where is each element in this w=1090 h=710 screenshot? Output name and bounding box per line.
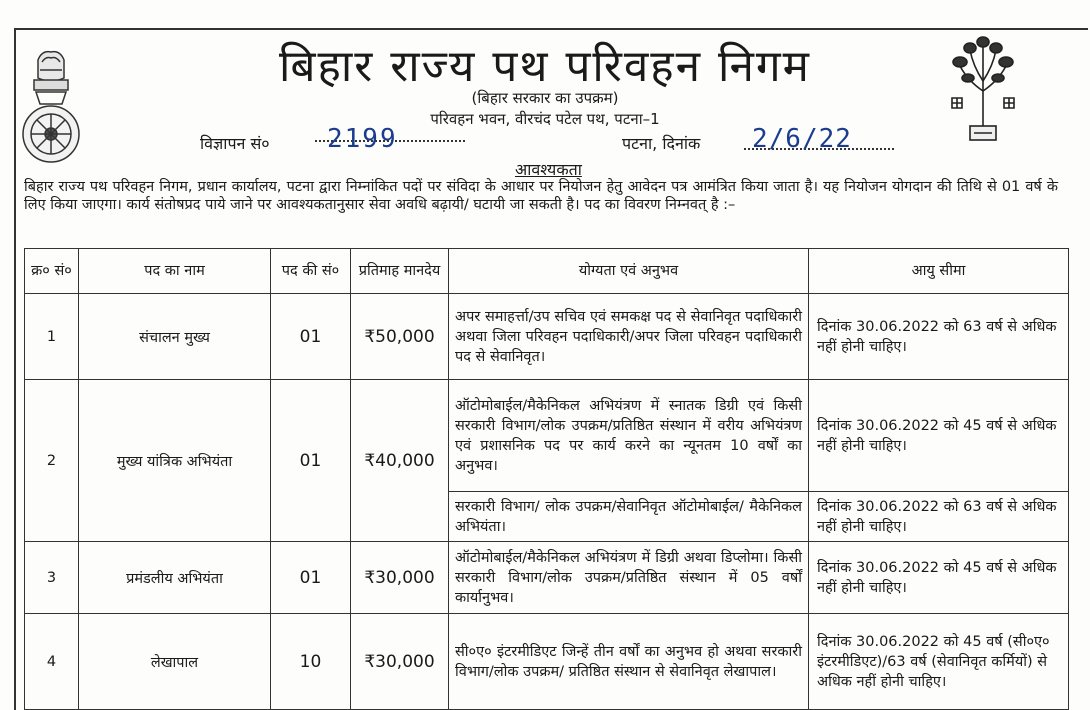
- cell-sno: 3: [25, 542, 79, 614]
- intro-paragraph: बिहार राज्य पथ परिवहन निगम, प्रधान कार्यालय, पटना द्वारा निम्नांकित पदों पर संविदा के आधार पर नियोजन हेतु आवेदन पत्र आमंत्रित किया जाता है। यह नियोजन योगदान की तिथि से 01 वर्ष के लिए किया जाएगा। कार्य संतोषप्रद पाये जाने पर आवश्यकतानुसार सेवा अवधि बढ़ायी/ घटायी जा सकती है। पद का विवरण निम्नवत् है :–: [24, 179, 1058, 213]
- advertisement-number-handwritten: 2199: [327, 124, 398, 154]
- cell-sno: 2: [25, 380, 79, 542]
- table-row: [25, 380, 1069, 492]
- page-subtitle: (बिहार सरकार का उपक्रम): [471, 89, 619, 107]
- advertisement-number-label: विज्ञापन सं०: [200, 134, 270, 153]
- cell-sno: 4: [25, 614, 79, 710]
- cell-qualification: सी०ए० इंटरमीडिएट जिन्हें तीन वर्षों का अनुभव हो अथवा सरकारी विभाग/लोक उपक्रम/ प्रतिष्ठित संस्थान से सेवानिवृत लेखापाल।: [449, 614, 809, 710]
- table-row: [25, 294, 1069, 380]
- cell-age-limit: दिनांक 30.06.2022 को 63 वर्ष से अधिक नहीं होनी चाहिए।: [809, 492, 1069, 542]
- cell-post: प्रमंडलीय अभियंता: [79, 542, 271, 614]
- cell-qualification: ऑटोमोबाईल/मैकेनिकल अभियंत्रण में डिग्री अथवा डिप्लोमा। किसी सरकारी विभाग/लोक उपक्रम/प्रतिष्ठित संस्थान में 05 वर्षों कार्यानुभव।: [449, 542, 809, 614]
- table-header-row: [25, 249, 1069, 294]
- cell-pay: ₹40,000: [351, 380, 449, 542]
- date-label: पटना, दिनांक: [622, 134, 701, 153]
- cell-qualification: सरकारी विभाग/ लोक उपक्रम/सेवानिवृत ऑटोमोबाईल/ मैकेनिकल अभियंता।: [449, 492, 809, 542]
- cell-count: 01: [271, 380, 351, 542]
- cell-qualification: ऑटोमोबाईल/मैकेनिकल अभियंत्रण में स्नातक डिग्री एवं किसी सरकारी विभाग/लोक उपक्रम/प्रतिष्ठित संस्थान में वरीय अभियंत्रण एवं प्रशासनिक पद पर कार्य करने का न्यूनतम 10 वर्षों का अनुभव।: [449, 380, 809, 492]
- header-post: पद का नाम: [79, 249, 271, 294]
- cell-count: 10: [271, 614, 351, 710]
- cell-pay: ₹30,000: [351, 614, 449, 710]
- table-row: [25, 542, 1069, 614]
- header-pay: प्रतिमाह मानदेय: [351, 249, 449, 294]
- date-handwritten: 2/6/22: [752, 124, 852, 154]
- table-row: [25, 614, 1069, 710]
- cell-age-limit: दिनांक 30.06.2022 को 63 वर्ष से अधिक नहीं होनी चाहिए।: [809, 294, 1069, 380]
- cell-count: 01: [271, 294, 351, 380]
- cell-pay: ₹50,000: [351, 294, 449, 380]
- header-age-limit: आयु सीमा: [809, 249, 1069, 294]
- cell-age-limit: दिनांक 30.06.2022 को 45 वर्ष (सी०ए० इंटरमीडिएट)/63 वर्ष (सेवानिवृत कर्मियों) से अधिक नहीं होनी चाहिए।: [809, 614, 1069, 710]
- cell-age-limit: दिनांक 30.06.2022 को 45 वर्ष से अधिक नहीं होनी चाहिए।: [809, 542, 1069, 614]
- header-qualification: योग्यता एवं अनुभव: [449, 249, 809, 294]
- cell-post: मुख्य यांत्रिक अभियंता: [79, 380, 271, 542]
- cell-post: संचालन मुख्य: [79, 294, 271, 380]
- cell-sno: 1: [25, 294, 79, 380]
- page-title: बिहार राज्य पथ परिवहन निगम: [279, 41, 811, 92]
- cell-qualification: अपर समाहर्त्ता/उप सचिव एवं समकक्ष पद से सेवानिवृत पदाधिकारी अथवा जिला परिवहन पदाधिकारी/अपर जिला परिवहन पदाधिकारी पद से सेवानिवृत।: [449, 294, 809, 380]
- cell-post: लेखापाल: [79, 614, 271, 710]
- header-sno: क्र० सं०: [25, 249, 79, 294]
- cell-age-limit: दिनांक 30.06.2022 को 45 वर्ष से अधिक नहीं होनी चाहिए।: [809, 380, 1069, 492]
- office-address: परिवहन भवन, वीरचंद पटेल पथ, पटना–1: [430, 110, 660, 128]
- section-heading: आवश्यकता: [515, 160, 582, 179]
- cell-count: 01: [271, 542, 351, 614]
- cell-pay: ₹30,000: [351, 542, 449, 614]
- header-count: पद की सं०: [271, 249, 351, 294]
- posts-table: [24, 248, 1069, 710]
